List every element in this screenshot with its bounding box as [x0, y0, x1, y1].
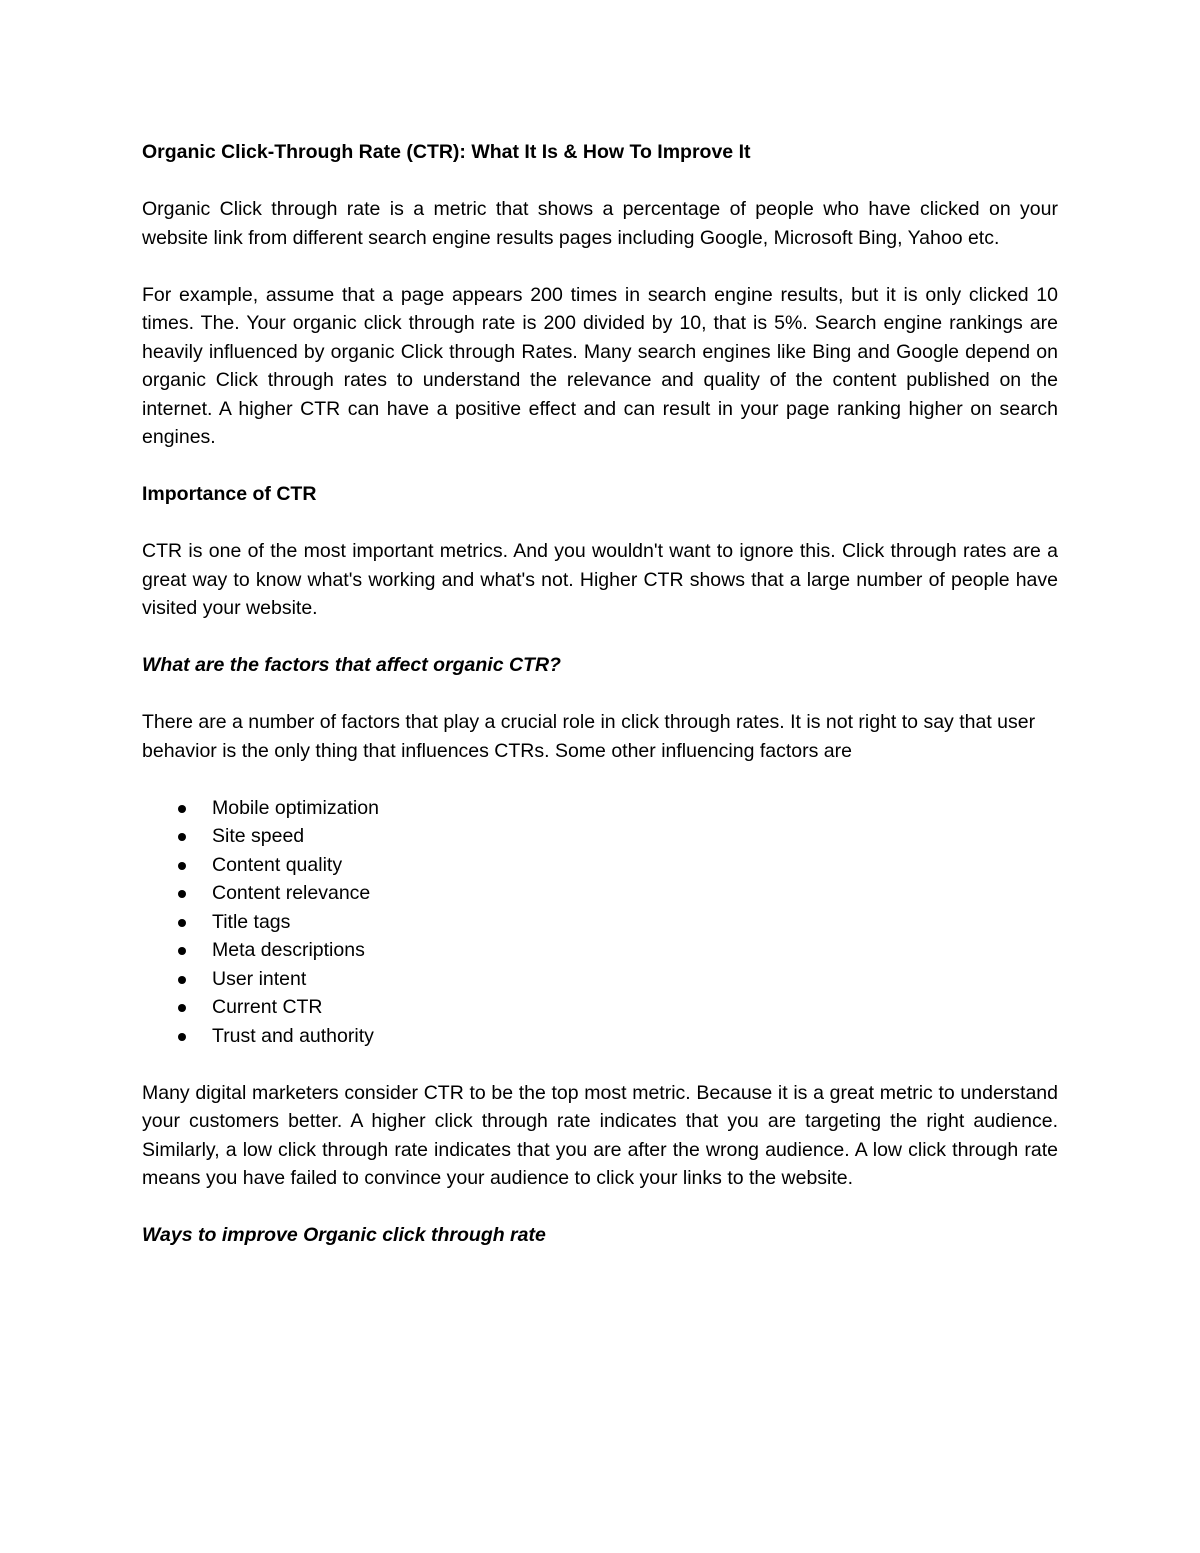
list-item-label: Mobile optimization [212, 796, 379, 819]
list-item-label: Trust and authority [212, 1024, 374, 1047]
improve-heading: Ways to improve Organic click through rate [142, 1224, 546, 1246]
factors-intro-paragraph: There are a number of factors that play a crucial role in click through rates. It is not right to say that user behavior is the only thing that influences CTRs. Some other influencing factors are [142, 711, 1036, 762]
list-item [142, 936, 1058, 965]
page-title: Organic Click-Through Rate (CTR): What It Is & How To Improve It [142, 141, 751, 163]
document-body [142, 138, 1058, 1278]
list-item [142, 822, 1058, 851]
intro-paragraph: Organic Click through rate is a metric that shows a percentage of people who have clicked on your website link from different search engine results pages including Google, Microsoft Bing, Yahoo etc. [142, 198, 1058, 249]
factors-list [142, 794, 1058, 1051]
list-item [142, 851, 1058, 880]
bullet-icon [178, 833, 186, 841]
bullet-icon [178, 1004, 186, 1012]
bullet-icon [178, 947, 186, 955]
bullet-icon [178, 976, 186, 984]
importance-heading: Importance of CTR [142, 483, 317, 505]
list-item-label: User intent [212, 967, 307, 990]
bullet-icon [178, 1033, 186, 1041]
list-item [142, 794, 1058, 823]
list-item [142, 993, 1058, 1022]
list-item [142, 908, 1058, 937]
bullet-icon [178, 805, 186, 813]
list-item-label: Meta descriptions [212, 939, 365, 961]
list-item [142, 1022, 1058, 1051]
list-item [142, 879, 1058, 908]
marketers-paragraph: Many digital marketers consider CTR to be the top most metric. Because it is a great metric to understand your customers better. A higher click through rate indicates that you are targeting the right audience. Similarly, a low click through rate indicates that you are after the wrong audience. A low click through rate means you have failed to convince your audience to click your links to the website. [142, 1081, 1058, 1189]
bullet-icon [178, 890, 186, 898]
bullet-icon [178, 919, 186, 927]
list-item-label: Title tags [212, 910, 291, 933]
example-paragraph: For example, assume that a page appears 200 times in search engine results, but it is only clicked 10 times. The. Your organic click through rate is 200 divided by 10, that is 5%. Search engine rankings are heavily influenced by organic Click through Rates. Many search engines like Bing and Google depend on organic Click through rates to understand the relevance and quality of the content published on the internet. A higher CTR can have a positive effect and can result in your page ranking higher on search engines. [142, 283, 1058, 448]
bullet-icon [178, 862, 186, 870]
list-item [142, 965, 1058, 994]
list-item-label: Content relevance [212, 882, 371, 904]
factors-heading: What are the factors that affect organic CTR? [142, 654, 561, 676]
importance-paragraph: CTR is one of the most important metrics. And you wouldn't want to ignore this. Click through rates are a great way to know what's working and what's not. Higher CTR shows that a large number of people have visited your website. [142, 540, 1058, 619]
list-item-label: Site speed [212, 825, 305, 847]
list-item-label: Current CTR [212, 996, 323, 1018]
list-item-label: Content quality [212, 853, 343, 876]
